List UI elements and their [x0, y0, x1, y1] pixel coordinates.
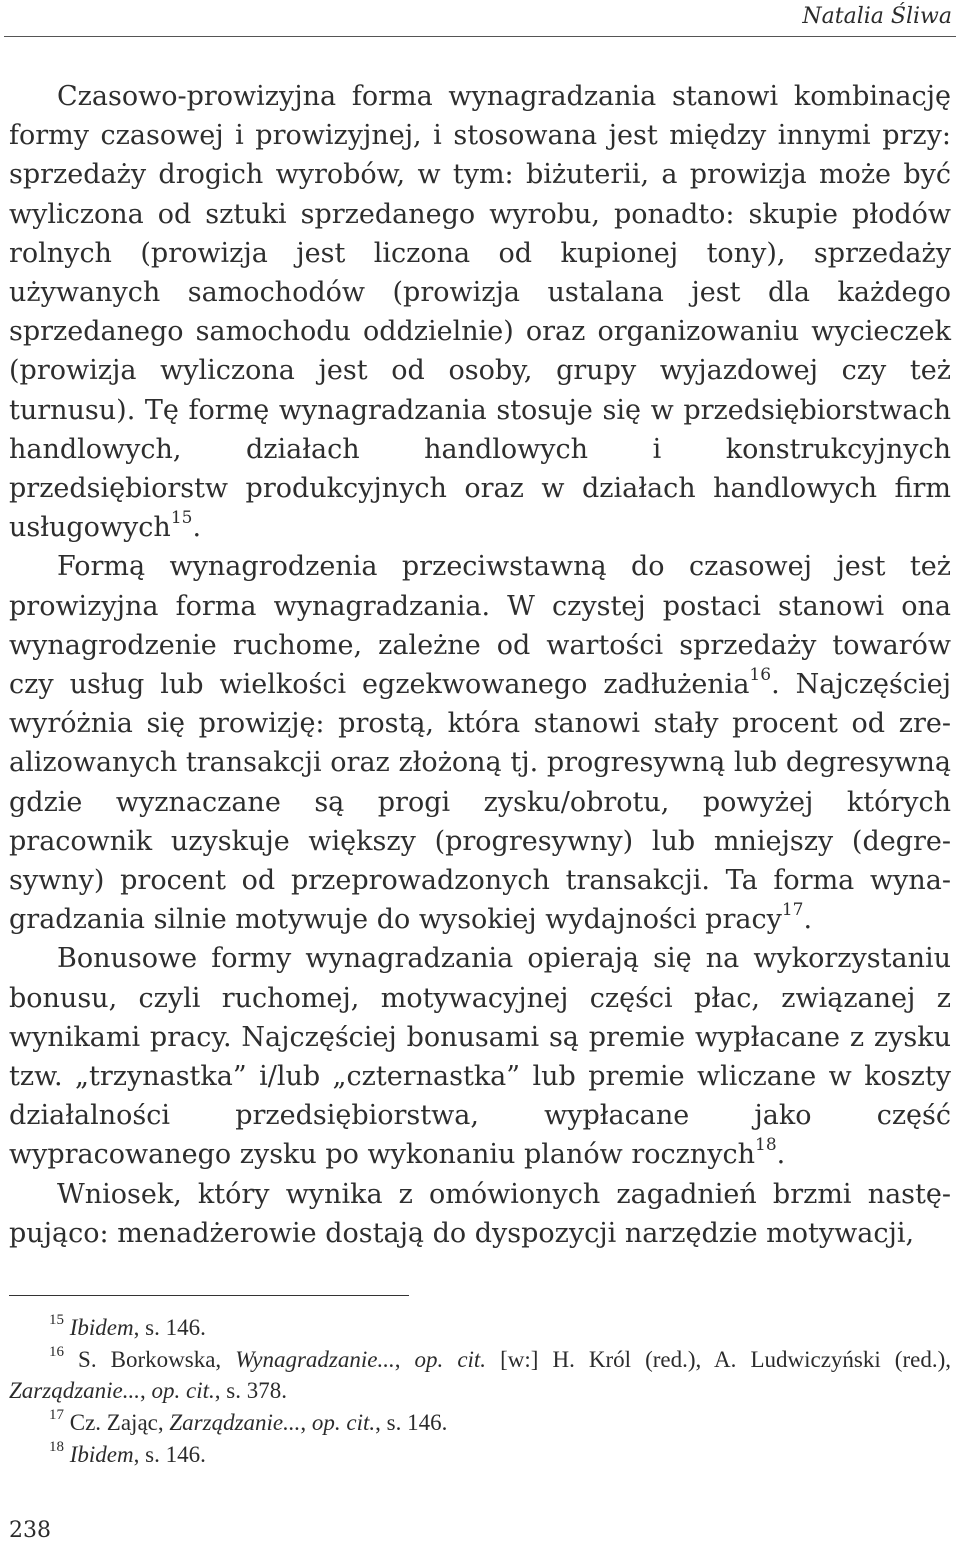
footnote-ref-15[interactable]: 15 [170, 508, 193, 529]
paragraph-1-text: Czasowo-prowizyjna forma wynagradzania stanowi kombinację formy czasowej i prowizyjnej, i stosowana jest między innymi przy: sprzedaży drogich wyrobów, w tym: biżuterii, a prowizja może być wyliczona od sztuki sprzedanego wyrobu, ponadto: skupie płodów rolnych (prowizja jest liczona od kupionej tony), sprzedaży używanych samochodów (prowizja ustalana jest dla każdego sprzedanego samochodu oddzielnie) oraz organizowaniu wycieczek (prowizja wyliczona jest od osoby, grupy wyjazdowej czy też turnusu). Tę formę wynagradzania stosuje się w przedsiębiorstwach handlowych, działach handlowych i konstrukcyjnych przedsiębiorstw produkcyjnych oraz w działach handlowych firm usługowych [9, 81, 951, 544]
paragraph-2-text-b: . Najczęściej wyróżnia się prowizję: prostą, która stanowi stały procent od zrealizowanych transakcji oraz złożoną tj. progresywną lub degresywną gdzie wyznaczane są progi zysku/obrotu, powyżej których pracownik uzyskuje większy (progresywny) lub mniejszy (degresywny) procent od przeprowadzonych transakcji. Ta forma wynagradzania silnie motywuje do wysokiej wydajności pracy [9, 669, 951, 936]
footnote-number: 15 [49, 1312, 64, 1329]
paragraph-2-end: . [803, 904, 813, 936]
header-divider [4, 36, 956, 37]
paragraph-3 [9, 939, 951, 1174]
footnote-text: S. Borkowska, [78, 1346, 236, 1372]
footnote-ref-18[interactable]: 18 [755, 1135, 777, 1156]
footnote-italic: Wynagradzanie... [235, 1346, 395, 1372]
footnote-number: 16 [49, 1344, 64, 1361]
footnote-ref-17[interactable]: 17 [781, 900, 804, 921]
paragraph-3-end: . [776, 1139, 786, 1171]
footnote-text: , [140, 1378, 152, 1404]
footnote-number: 18 [49, 1439, 64, 1456]
footnote-italic: Ibidem [69, 1441, 134, 1467]
footnote-number: 17 [49, 1407, 64, 1424]
footnote-text: , [300, 1410, 312, 1436]
footnote-divider [9, 1295, 409, 1296]
footnote-italic: Ibidem [69, 1315, 134, 1340]
footnote-16 [9, 1344, 951, 1407]
footnote-ref-16[interactable]: 16 [749, 665, 772, 686]
footnote-17 [9, 1407, 951, 1439]
footnote-text: Cz. Zając, [69, 1410, 170, 1436]
footnote-text: [w:] H. Król (red.), A. Ludwiczyński (red.), [486, 1346, 951, 1372]
paragraph-1 [9, 77, 951, 547]
running-header-author: Natalia Śliwa [802, 4, 952, 29]
paragraph-1-end: . [192, 512, 202, 544]
main-text [9, 77, 951, 1253]
footnote-italic: op. cit. [311, 1410, 376, 1436]
footnote-italic: op. cit. [414, 1346, 487, 1372]
paragraph-2 [9, 547, 951, 939]
footnote-text: , [394, 1346, 415, 1372]
footnote-text: , s. 146. [133, 1441, 206, 1467]
footnote-text: , s. 378. [214, 1378, 287, 1404]
footnote-text: , s. 146. [375, 1410, 448, 1436]
page-number: 238 [9, 1518, 51, 1543]
footnotes [9, 1312, 951, 1471]
paragraph-4 [9, 1175, 951, 1253]
footnote-15 [9, 1312, 951, 1344]
footnote-italic: Zarządzanie... [9, 1378, 140, 1404]
footnote-18 [9, 1439, 951, 1471]
paragraph-4-text: Wniosek, który wynika z omówionych zagadnień brzmi następująco: menadżerowie dostają do dyspozycji narzędzie motywacji, [9, 1178, 951, 1249]
footnote-italic: Zarządzanie... [169, 1410, 301, 1436]
paragraph-3-text: Bonusowe formy wynagradzania opierają się na wykorzystaniu bonusu, czyli ruchomej, motywacyjnej części płac, związanej z wynikami pracy. Najczęściej bonusami są premie wypłacane z zysku tzw. „trzynastka” i/lub „czternastka” lub premie wliczane w koszty działalności przedsiębiorstwa, wypłacane jako część wypracowanego zysku po wykonaniu planów rocznych [9, 943, 951, 1171]
footnote-text: , s. 146. [133, 1315, 206, 1340]
paragraph-2-text-a: Formą wynagrodzenia przeciwstawną do czasowej jest też prowizyjna forma wynagradzania. W czystej postaci stanowi ona wynagrodzenie ruchome, zależne od wartości sprzedaży towarów czy usług lub wielkości egzekwowanego zadłużenia [9, 551, 951, 701]
footnote-italic: op. cit. [151, 1378, 215, 1404]
